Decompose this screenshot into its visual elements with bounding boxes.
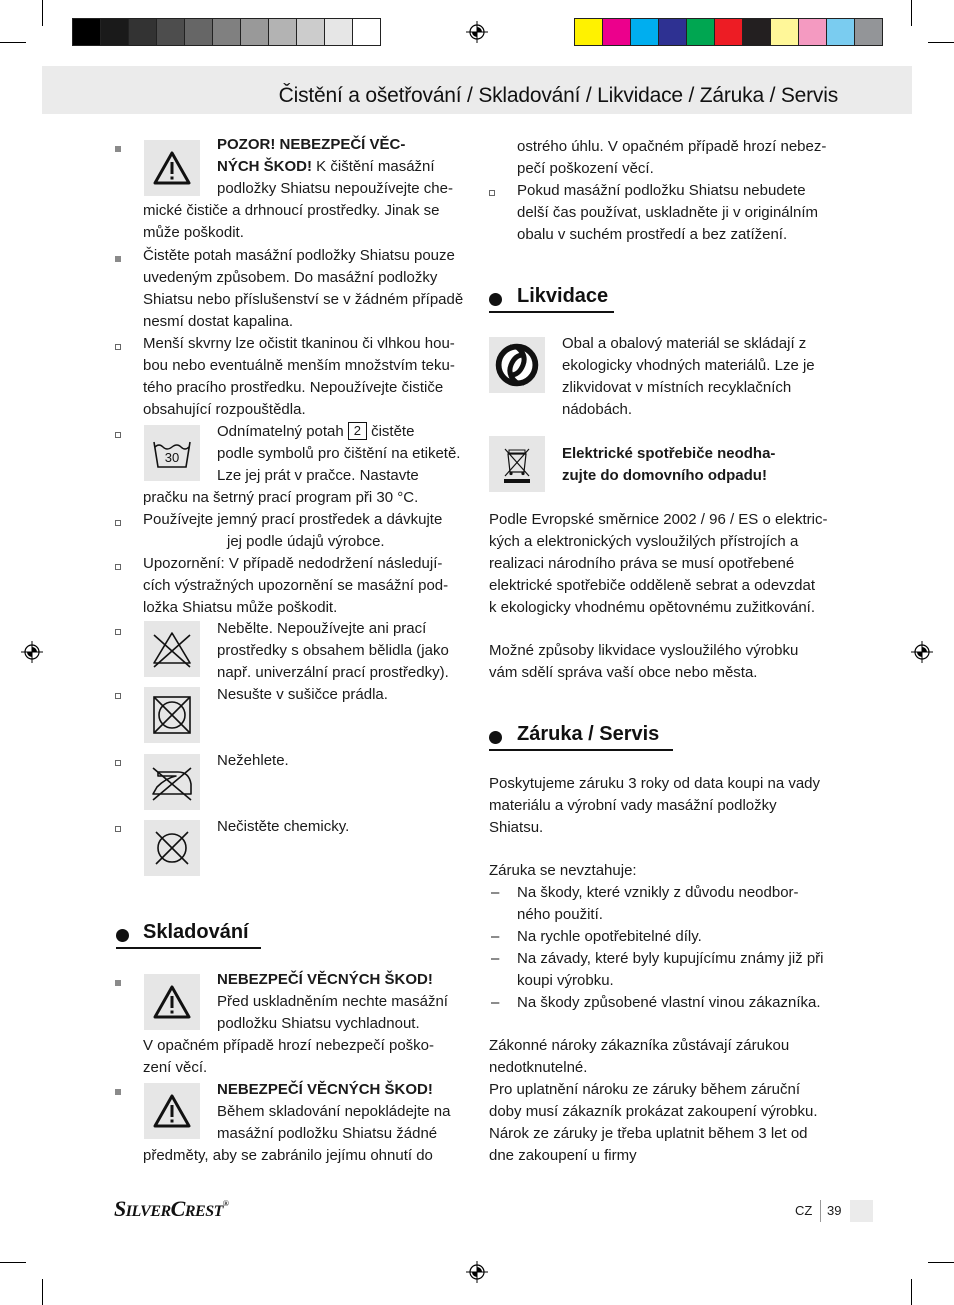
list-item: Na škody, které vznikly z důvodu neodbor- (517, 884, 799, 901)
list-item: koupi výrobku. (517, 972, 614, 989)
paragraph-line: pečí poškození věcí. (517, 160, 654, 177)
crop-mark (42, 0, 43, 26)
process-color-swatch (658, 18, 687, 46)
paragraph-line: doby musí zákazník prokázat zakoupení výrobku. (489, 1103, 818, 1120)
warning-text: NÝCH ŠKOD! K čištění masážní (217, 158, 435, 175)
registration-mark-icon (21, 641, 43, 663)
paragraph-line: dne zakoupení u firmy (489, 1147, 637, 1164)
process-color-swatch (574, 18, 603, 46)
section-underline (489, 749, 673, 751)
no-iron-icon (144, 754, 200, 810)
wash-temp-label: 30 (164, 450, 180, 465)
warning-text: masážní podložku Shiatsu žádné (217, 1125, 438, 1142)
registration-mark-icon (466, 1261, 488, 1283)
paragraph-line: kých a elektronických vysloužilých přístrojích a (489, 533, 799, 550)
bullet-outline (115, 826, 121, 832)
list-dash: – (491, 994, 500, 1011)
page-number: 39 (827, 1203, 842, 1218)
brand-logo: SILVERCREST® (114, 1196, 229, 1221)
crop-mark (928, 1262, 954, 1263)
grayscale-swatch (100, 18, 129, 46)
page-tab (850, 1200, 873, 1222)
warning-heading: POZOR! NEBEZPEČÍ VĚC- (217, 136, 406, 153)
crop-mark (911, 0, 912, 26)
bullet-outline (115, 564, 121, 570)
bullet-outline (489, 190, 495, 196)
warning-text: Během skladování nepokládejte na (217, 1103, 451, 1120)
warning-text: podložky Shiatsu nepoužívejte che- (217, 180, 453, 197)
grayscale-swatch (296, 18, 325, 46)
no-bleach-icon (144, 621, 200, 677)
warning-icon (144, 1083, 200, 1139)
paragraph-line: tého pracího prostředku. Nepoužívejte čističe (143, 379, 444, 396)
paragraph-line: materiálu a výrobní vady masážní podložky (489, 797, 777, 814)
paragraph-line: Zákonné nároky zákazníka zůstávají zárukou (489, 1037, 790, 1054)
list-dash: – (491, 884, 500, 901)
list-item: Na závady, které byly kupujícímu známy již při (517, 950, 824, 967)
paragraph-line: Obal a obalový materiál se skládají z (562, 335, 807, 352)
warning-text: předměty, aby se zabránilo jejímu ohnutí do (143, 1147, 433, 1164)
footer-divider (820, 1200, 821, 1222)
paragraph-line: cích výstražných upozornění se masážní pod- (143, 577, 449, 594)
paragraph-line: realizaci národního práva se musí opotřebené (489, 555, 795, 572)
warning-icon (144, 140, 200, 196)
bullet-outline (115, 693, 121, 699)
warning-text: podložku Shiatsu vychladnout. (217, 1015, 420, 1032)
section-underline (116, 947, 261, 949)
process-color-swatch (686, 18, 715, 46)
paragraph-line: Nečistěte chemicky. (217, 818, 350, 835)
paragraph-line: prostředky s obsahem bělidla (jako (217, 642, 449, 659)
paragraph-line: nesmí dostat kapalina. (143, 313, 294, 330)
weee-heading: zujte do domovního odpadu! (562, 467, 767, 484)
no-tumble-dry-icon (144, 687, 200, 743)
paragraph-line: Odnímatelný potah 2 čistěte (217, 423, 415, 440)
language-code: CZ (795, 1203, 813, 1218)
warning-text: Před uskladněním nechte masážní (217, 993, 448, 1010)
part-number-box: 2 (348, 422, 367, 440)
paragraph-line: Používejte jemný prací prostředek a dávkujte (143, 511, 443, 528)
paragraph-line: podle symbolů pro čištění na etiketě. (217, 445, 461, 462)
process-color-swatch (630, 18, 659, 46)
paragraph-line: Záruka se nevztahuje: (489, 862, 637, 879)
list-dash: – (491, 928, 500, 945)
paragraph-line: ostrého úhlu. V opačném případě hrozí nebez- (517, 138, 827, 155)
grayscale-swatch (212, 18, 241, 46)
paragraph-line: elektrické spotřebiče odděleně sebrat a odevzdat (489, 577, 816, 594)
warning-text: V opačném případě hrozí nebezpečí pošk​o- (143, 1037, 435, 1054)
grayscale-swatch (128, 18, 157, 46)
paragraph-line: např. univerzální prací prostředky). (217, 664, 449, 681)
list-item: Na škody způsobené vlastní vinou zákazníka. (517, 994, 821, 1011)
paragraph-line: Pro uplatnění nároku ze záruky během záruční (489, 1081, 801, 1098)
no-dry-clean-icon (144, 820, 200, 876)
paragraph-line: Menší skvrny lze očistit tkaninou či vlhkou hou- (143, 335, 455, 352)
grayscale-swatch (240, 18, 269, 46)
bullet-outline (115, 629, 121, 635)
list-item: ného použití. (517, 906, 603, 923)
grayscale-swatch (72, 18, 101, 46)
bullet-outline (115, 344, 121, 350)
paragraph-line: bou nebo eventuálně menším množstvím teku- (143, 357, 455, 374)
grayscale-swatch (184, 18, 213, 46)
bullet-filled (115, 980, 121, 986)
grayscale-swatch (268, 18, 297, 46)
section-title-likvidace: Likvidace (517, 285, 609, 307)
warning-heading: NEBEZPEČÍ VĚCNÝCH ŠKOD! (217, 1081, 433, 1098)
paragraph-line: Pokud masážní podložku Shiatsu nebudete (517, 182, 806, 199)
paragraph-line: Čistěte potah masážní podložky Shiatsu pouze (143, 247, 455, 264)
paragraph-line: zlikvidovat v místních recyklačních (562, 379, 792, 396)
section-title-skladovani: Skladování (143, 921, 249, 943)
page-title: Čistění a ošetřování / Skladování / Likvidace / Záruka / Servis (278, 84, 838, 107)
paragraph-line: ekologicky vhodných materiálů. Lze je (562, 357, 815, 374)
paragraph-line: Poskytujeme záruku 3 roky od data koupi na vady (489, 775, 821, 792)
paragraph-line: Lze jej prát v pračce. Nastavte (217, 467, 419, 484)
list-dash: – (491, 950, 500, 967)
paragraph-line: pračku na šetrný prací program při 30 °C. (143, 489, 419, 506)
paragraph-line: ložka Shiatsu může poškodit. (143, 599, 338, 616)
registration-mark-icon (911, 641, 933, 663)
bullet-outline (115, 432, 121, 438)
process-color-swatch (770, 18, 799, 46)
section-underline (489, 311, 614, 313)
crop-mark (42, 1279, 43, 1305)
crop-mark (928, 42, 954, 43)
process-color-swatch (798, 18, 827, 46)
process-color-swatch (742, 18, 771, 46)
bullet-filled (115, 1089, 121, 1095)
process-color-swatch (826, 18, 855, 46)
paragraph-line: jej podle údajů výrobce. (227, 533, 385, 550)
warning-text: mické čističe a drhnoucí prostředky. Jinak se (143, 202, 440, 219)
process-color-swatch (714, 18, 743, 46)
section-bullet (489, 293, 502, 306)
section-bullet (489, 731, 502, 744)
warning-text: zení věcí. (143, 1059, 208, 1076)
warning-text: může poškodit. (143, 224, 244, 241)
paragraph-line: Nebělte. Nepoužívejte ani prací (217, 620, 427, 637)
paragraph-line: Nesušte v sušičce prádla. (217, 686, 388, 703)
paragraph-line: Shiatsu. (489, 819, 544, 836)
paragraph-line: obalu v suchém prostředí a bez zatížení. (517, 226, 788, 243)
bullet-outline (115, 760, 121, 766)
wash-30-icon (144, 425, 200, 481)
process-color-swatch (602, 18, 631, 46)
weee-heading: Elektrické spotřebiče neodha- (562, 445, 776, 462)
grayscale-swatch (324, 18, 353, 46)
warning-icon (144, 974, 200, 1030)
grayscale-swatch (156, 18, 185, 46)
list-item: Na rychle opotřebitelné díly. (517, 928, 702, 945)
paragraph-line: obsahující rozpouštědla. (143, 401, 306, 418)
green-dot-recycle-icon (489, 337, 545, 393)
paragraph-line: vám sdělí správa vaší obce nebo města. (489, 664, 758, 681)
process-color-swatch (854, 18, 883, 46)
registration-mark-icon (466, 21, 488, 43)
crop-mark (0, 42, 26, 43)
bullet-outline (115, 520, 121, 526)
bullet-filled (115, 256, 121, 262)
paragraph-line: Nežehlete. (217, 752, 289, 769)
weee-bin-icon (489, 436, 545, 492)
crop-mark (911, 1279, 912, 1305)
section-bullet (116, 929, 129, 942)
paragraph-line: nádobách. (562, 401, 633, 418)
warning-heading: NEBEZPEČÍ VĚCNÝCH ŠKOD! (217, 971, 433, 988)
paragraph-line: Možné způsoby likvidace vysloužilého výrobku (489, 642, 799, 659)
paragraph-line: uvedeným způsobem. Do masážní podložky (143, 269, 438, 286)
paragraph-line: nedotknutelné. (489, 1059, 588, 1076)
section-title-zaruka: Záruka / Servis (517, 723, 660, 745)
bullet-filled (115, 146, 121, 152)
crop-mark (0, 1262, 26, 1263)
paragraph-line: delší čas používat, uskladněte ji v originálním (517, 204, 818, 221)
paragraph-line: k ekologicky vhodnému opětovnému zužitkování. (489, 599, 816, 616)
paragraph-line: Upozornění: V případě nedodržení následují- (143, 555, 443, 572)
paragraph-line: Podle Evropské směrnice 2002 / 96 / ES o elektric- (489, 511, 828, 528)
grayscale-swatch (352, 18, 381, 46)
paragraph-line: Shiatsu nebo příslušenství se v žádném případě (143, 291, 464, 308)
paragraph-line: Nárok ze záruky je třeba uplatnit během 3 let od (489, 1125, 808, 1142)
page-header (42, 66, 912, 114)
